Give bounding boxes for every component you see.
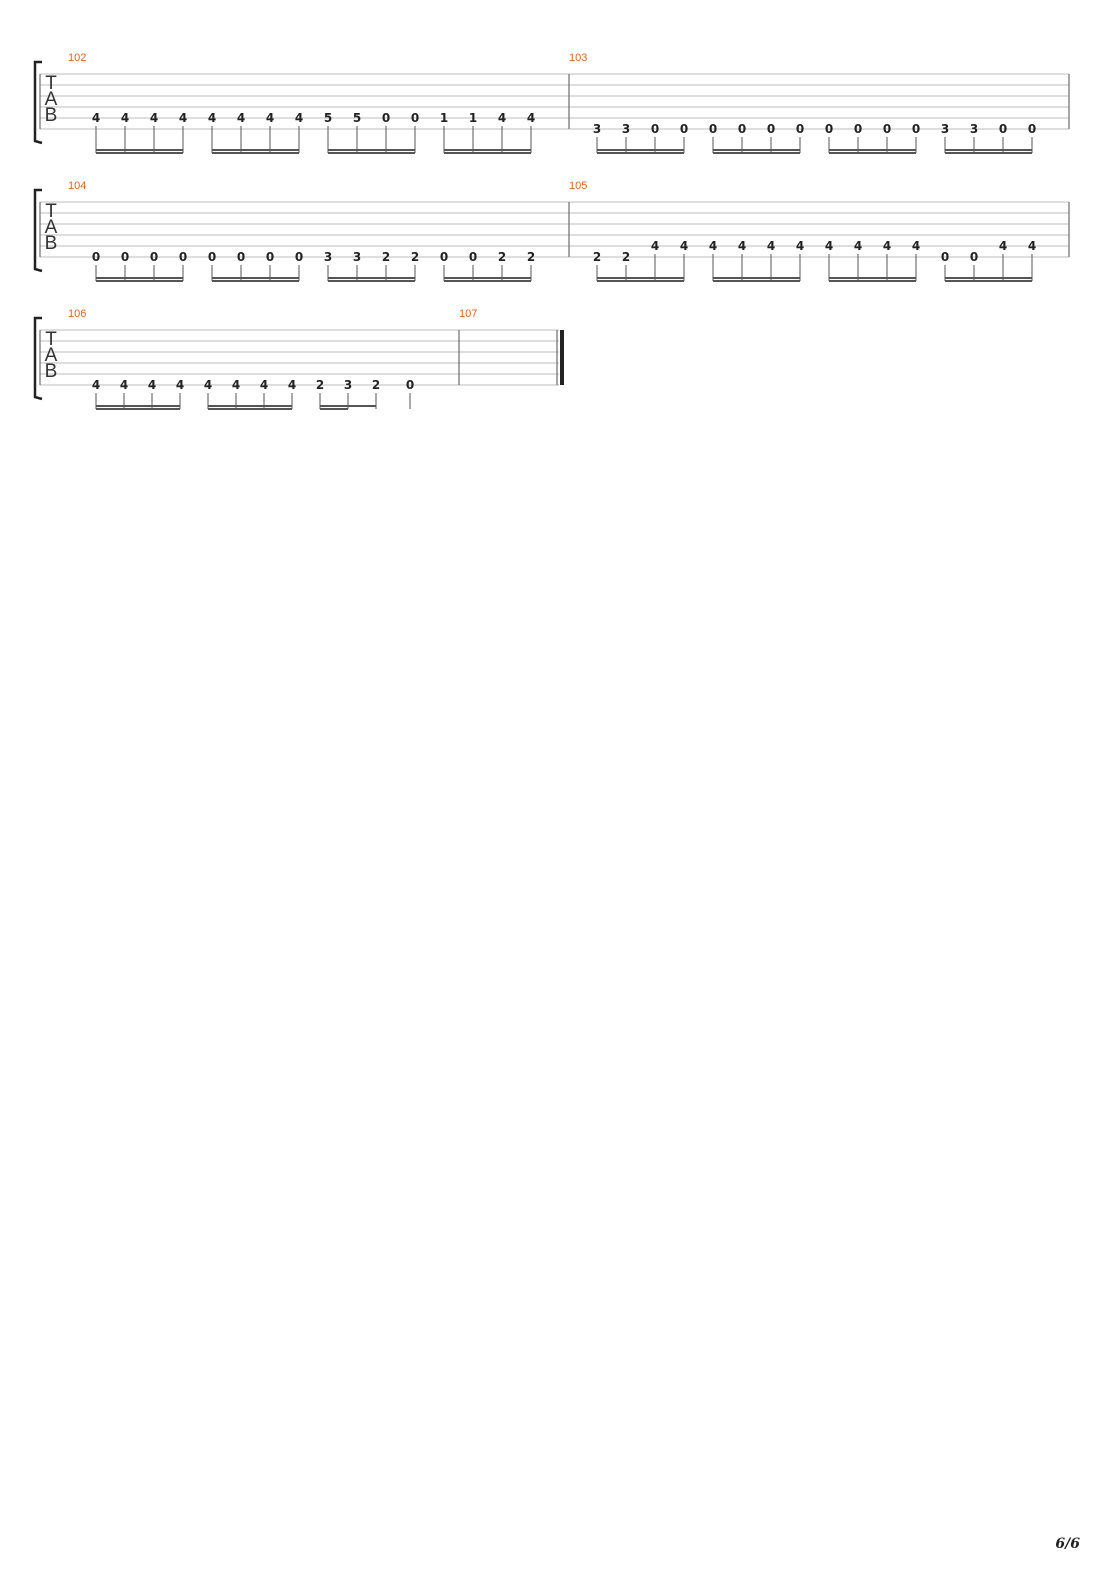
fret-number: 4 [236, 111, 246, 125]
note-beam [713, 277, 800, 279]
fret-number: 4 [119, 378, 129, 392]
fret-number: 4 [294, 111, 304, 125]
fret-number: 0 [381, 111, 391, 125]
note-beam [208, 405, 292, 407]
fret-number: 3 [969, 122, 979, 136]
fret-number: 0 [207, 250, 217, 264]
fret-number: 4 [1027, 239, 1037, 253]
note-beam [829, 280, 916, 282]
measure-number: 104 [68, 180, 87, 192]
fret-number: 0 [178, 250, 188, 264]
fret-number: 2 [371, 378, 381, 392]
tab-systems [35, 52, 1069, 410]
fret-number: 4 [766, 239, 776, 253]
clef-letter: T [45, 73, 57, 94]
fret-number: 0 [294, 250, 304, 264]
fret-number: 3 [621, 122, 631, 136]
note-beam [945, 277, 1032, 279]
fret-number: 0 [679, 122, 689, 136]
note-beam [328, 277, 415, 279]
fret-number: 0 [410, 111, 420, 125]
note-beam [713, 280, 800, 282]
note-beam [597, 280, 684, 282]
fret-number: 4 [708, 239, 718, 253]
fret-number: 3 [352, 250, 362, 264]
fret-number: 3 [343, 378, 353, 392]
fret-number: 0 [998, 122, 1008, 136]
clef-letter: A [44, 89, 58, 110]
measure-number: 102 [68, 52, 87, 64]
note-beam [212, 280, 299, 282]
fret-number: 4 [207, 111, 217, 125]
tab-system [35, 180, 1069, 282]
fret-number: 4 [287, 378, 297, 392]
fret-number: 2 [592, 250, 602, 264]
fret-number: 0 [120, 250, 130, 264]
fret-number: 0 [853, 122, 863, 136]
measure-number: 106 [68, 308, 87, 320]
note-beam [320, 408, 348, 410]
note-beam [945, 149, 1032, 151]
fret-number: 0 [468, 250, 478, 264]
note-beam [208, 408, 292, 410]
fret-number: 4 [231, 378, 241, 392]
clef-letter: T [45, 329, 57, 350]
fret-number: 4 [824, 239, 834, 253]
fret-number: 0 [91, 250, 101, 264]
measure-number: 107 [459, 308, 478, 320]
note-beam [328, 152, 415, 154]
fret-number: 1 [468, 111, 478, 125]
fret-number: 0 [940, 250, 950, 264]
fret-number: 4 [882, 239, 892, 253]
fret-number: 3 [592, 122, 602, 136]
fret-number: 0 [265, 250, 275, 264]
fret-number: 4 [737, 239, 747, 253]
note-beam [945, 152, 1032, 154]
measure-number: 105 [569, 180, 588, 192]
note-beam [597, 277, 684, 279]
note-beam [597, 152, 684, 154]
fret-number: 0 [824, 122, 834, 136]
fret-number: 3 [940, 122, 950, 136]
clef-letter: B [44, 361, 58, 382]
clef-letter: B [44, 105, 58, 126]
note-beam [212, 277, 299, 279]
final-thick-barline [560, 330, 564, 385]
fret-number: 0 [882, 122, 892, 136]
fret-number: 2 [315, 378, 325, 392]
measure-number: 103 [569, 52, 588, 64]
fret-number: 4 [175, 378, 185, 392]
fret-number: 0 [795, 122, 805, 136]
note-beam [96, 280, 183, 282]
note-beam [96, 408, 180, 410]
fret-number: 4 [795, 239, 805, 253]
fret-number: 4 [911, 239, 921, 253]
fret-number: 4 [259, 378, 269, 392]
note-beam [444, 149, 531, 151]
note-beam [96, 277, 183, 279]
fret-number: 2 [526, 250, 536, 264]
fret-number: 4 [178, 111, 188, 125]
clef-letter: A [44, 217, 58, 238]
fret-number: 4 [120, 111, 130, 125]
clef-letter: A [44, 345, 58, 366]
fret-number: 0 [911, 122, 921, 136]
note-beam [328, 149, 415, 151]
fret-number: 0 [766, 122, 776, 136]
fret-number: 4 [91, 111, 101, 125]
note-beam [945, 280, 1032, 282]
fret-number: 4 [853, 239, 863, 253]
note-beam [444, 280, 531, 282]
fret-number: 4 [497, 111, 507, 125]
note-beam [328, 280, 415, 282]
fret-number: 0 [405, 378, 415, 392]
fret-number: 0 [149, 250, 159, 264]
page-number: 6/6 [1055, 1536, 1080, 1552]
fret-number: 0 [236, 250, 246, 264]
tab-system [35, 308, 564, 410]
fret-number: 0 [708, 122, 718, 136]
note-beam [444, 152, 531, 154]
note-beam [829, 277, 916, 279]
note-beam [212, 152, 299, 154]
fret-number: 4 [650, 239, 660, 253]
note-beam [829, 152, 916, 154]
fret-number: 4 [265, 111, 275, 125]
note-beam [829, 149, 916, 151]
fret-number: 2 [621, 250, 631, 264]
fret-number: 4 [91, 378, 101, 392]
tab-system [35, 52, 1069, 154]
fret-number: 4 [203, 378, 213, 392]
note-beam [713, 149, 800, 151]
note-beam [96, 152, 183, 154]
fret-number: 0 [439, 250, 449, 264]
note-beam [212, 149, 299, 151]
clef-letter: B [44, 233, 58, 254]
fret-number: 2 [381, 250, 391, 264]
fret-number: 5 [352, 111, 362, 125]
fret-number: 2 [497, 250, 507, 264]
fret-number: 4 [526, 111, 536, 125]
fret-number: 2 [410, 250, 420, 264]
note-beam [96, 149, 183, 151]
fret-number: 0 [650, 122, 660, 136]
fret-number: 1 [439, 111, 449, 125]
note-beam [320, 405, 376, 407]
clef-letter: T [45, 201, 57, 222]
note-beam [713, 152, 800, 154]
fret-number: 0 [969, 250, 979, 264]
fret-number: 3 [323, 250, 333, 264]
fret-number: 0 [737, 122, 747, 136]
fret-number: 5 [323, 111, 333, 125]
note-beam [597, 149, 684, 151]
note-beam [444, 277, 531, 279]
fret-number: 0 [1027, 122, 1037, 136]
note-beam [96, 405, 180, 407]
fret-number: 4 [679, 239, 689, 253]
fret-number: 4 [149, 111, 159, 125]
fret-number: 4 [998, 239, 1008, 253]
fret-number: 4 [147, 378, 157, 392]
